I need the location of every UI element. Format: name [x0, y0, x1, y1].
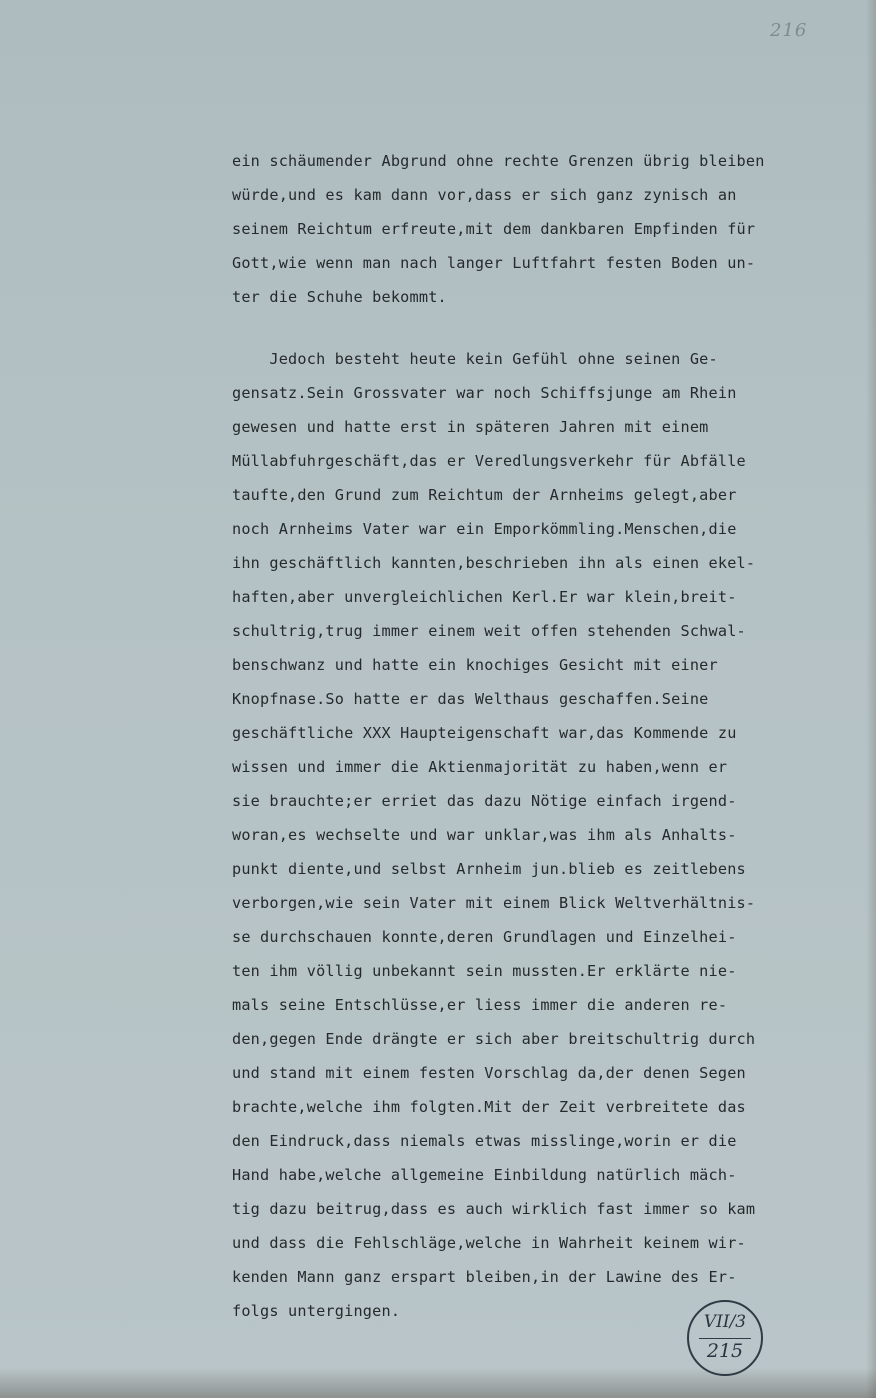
text-line: ein schäumender Abgrund ohne rechte Grenzen übrig bleiben: [232, 152, 765, 170]
paper-edge-shadow-right: [866, 0, 876, 1398]
text-line: haften,aber unvergleichlichen Kerl.Er war klein,breit-: [232, 588, 737, 606]
text-line: punkt diente,und selbst Arnheim jun.blieb es zeitlebens: [232, 860, 746, 878]
text-line: benschwanz und hatte ein knochiges Gesicht mit einer: [232, 656, 718, 674]
text-line: kenden Mann ganz erspart bleiben,in der Lawine des Er-: [232, 1268, 737, 1286]
paragraph-gap: [232, 314, 852, 342]
typescript-body: [232, 144, 852, 1328]
text-line: ter die Schuhe bekommt.: [232, 288, 447, 306]
text-line: seinem Reichtum erfreute,mit dem dankbaren Empfinden für: [232, 220, 756, 238]
text-line: geschäftliche XXX Haupteigenschaft war,das Kommende zu: [232, 724, 737, 742]
text-line: mals seine Entschlüsse,er liess immer die anderen re-: [232, 996, 728, 1014]
text-line: verborgen,wie sein Vater mit einem Blick Weltverhältnis-: [232, 894, 756, 912]
paragraph: [232, 144, 852, 314]
text-line: brachte,welche ihm folgten.Mit der Zeit verbreitete das: [232, 1098, 746, 1116]
paragraph: [232, 342, 852, 1328]
text-line: und stand mit einem festen Vorschlag da,der denen Segen: [232, 1064, 746, 1082]
text-line: tig dazu beitrug,dass es auch wirklich fast immer so kam: [232, 1200, 756, 1218]
text-line: gewesen und hatte erst in späteren Jahren mit einem: [232, 418, 709, 436]
text-line: sie brauchte;er erriet das dazu Nötige einfach irgend-: [232, 792, 737, 810]
text-line: und dass die Fehlschläge,welche in Wahrheit keinem wir-: [232, 1234, 746, 1252]
archive-stamp: [687, 1300, 763, 1376]
text-line: noch Arnheims Vater war ein Emporkömmling.Menschen,die: [232, 520, 737, 538]
archive-stamp-signature: VII/3: [703, 1312, 747, 1332]
text-line: wissen und immer die Aktienmajorität zu haben,wenn er: [232, 758, 728, 776]
text-line: den,gegen Ende drängte er sich aber breitschultrig durch: [232, 1030, 756, 1048]
text-line: Hand habe,welche allgemeine Einbildung natürlich mäch-: [232, 1166, 737, 1184]
text-line: woran,es wechselte und war unklar,was ihm als Anhalts-: [232, 826, 737, 844]
text-line: Knopfnase.So hatte er das Welthaus geschaffen.Seine: [232, 690, 709, 708]
text-line: würde,und es kam dann vor,dass er sich ganz zynisch an: [232, 186, 737, 204]
archive-stamp-folio: 215: [706, 1340, 744, 1362]
text-line: Jedoch besteht heute kein Gefühl ohne seinen Ge-: [232, 350, 718, 368]
text-line: gensatz.Sein Grossvater war noch Schiffsjunge am Rhein: [232, 384, 737, 402]
text-line: ihn geschäftlich kannten,beschrieben ihn als einen ekel-: [232, 554, 756, 572]
archive-stamp-divider: [699, 1338, 751, 1339]
text-line: ten ihm völlig unbekannt sein mussten.Er erklärte nie-: [232, 962, 737, 980]
paper-edge-shadow-bottom: [0, 1368, 876, 1398]
pencil-page-number: 216: [770, 20, 808, 41]
text-line: Gott,wie wenn man nach langer Luftfahrt festen Boden un-: [232, 254, 756, 272]
text-line: folgs untergingen.: [232, 1302, 401, 1320]
text-line: se durchschauen konnte,deren Grundlagen und Einzelhei-: [232, 928, 737, 946]
text-line: schultrig,trug immer einem weit offen stehenden Schwal-: [232, 622, 746, 640]
text-line: den Eindruck,dass niemals etwas misslinge,worin er die: [232, 1132, 737, 1150]
text-line: Müllabfuhrgeschäft,das er Veredlungsverkehr für Abfälle: [232, 452, 746, 470]
text-line: taufte,den Grund zum Reichtum der Arnheims gelegt,aber: [232, 486, 737, 504]
